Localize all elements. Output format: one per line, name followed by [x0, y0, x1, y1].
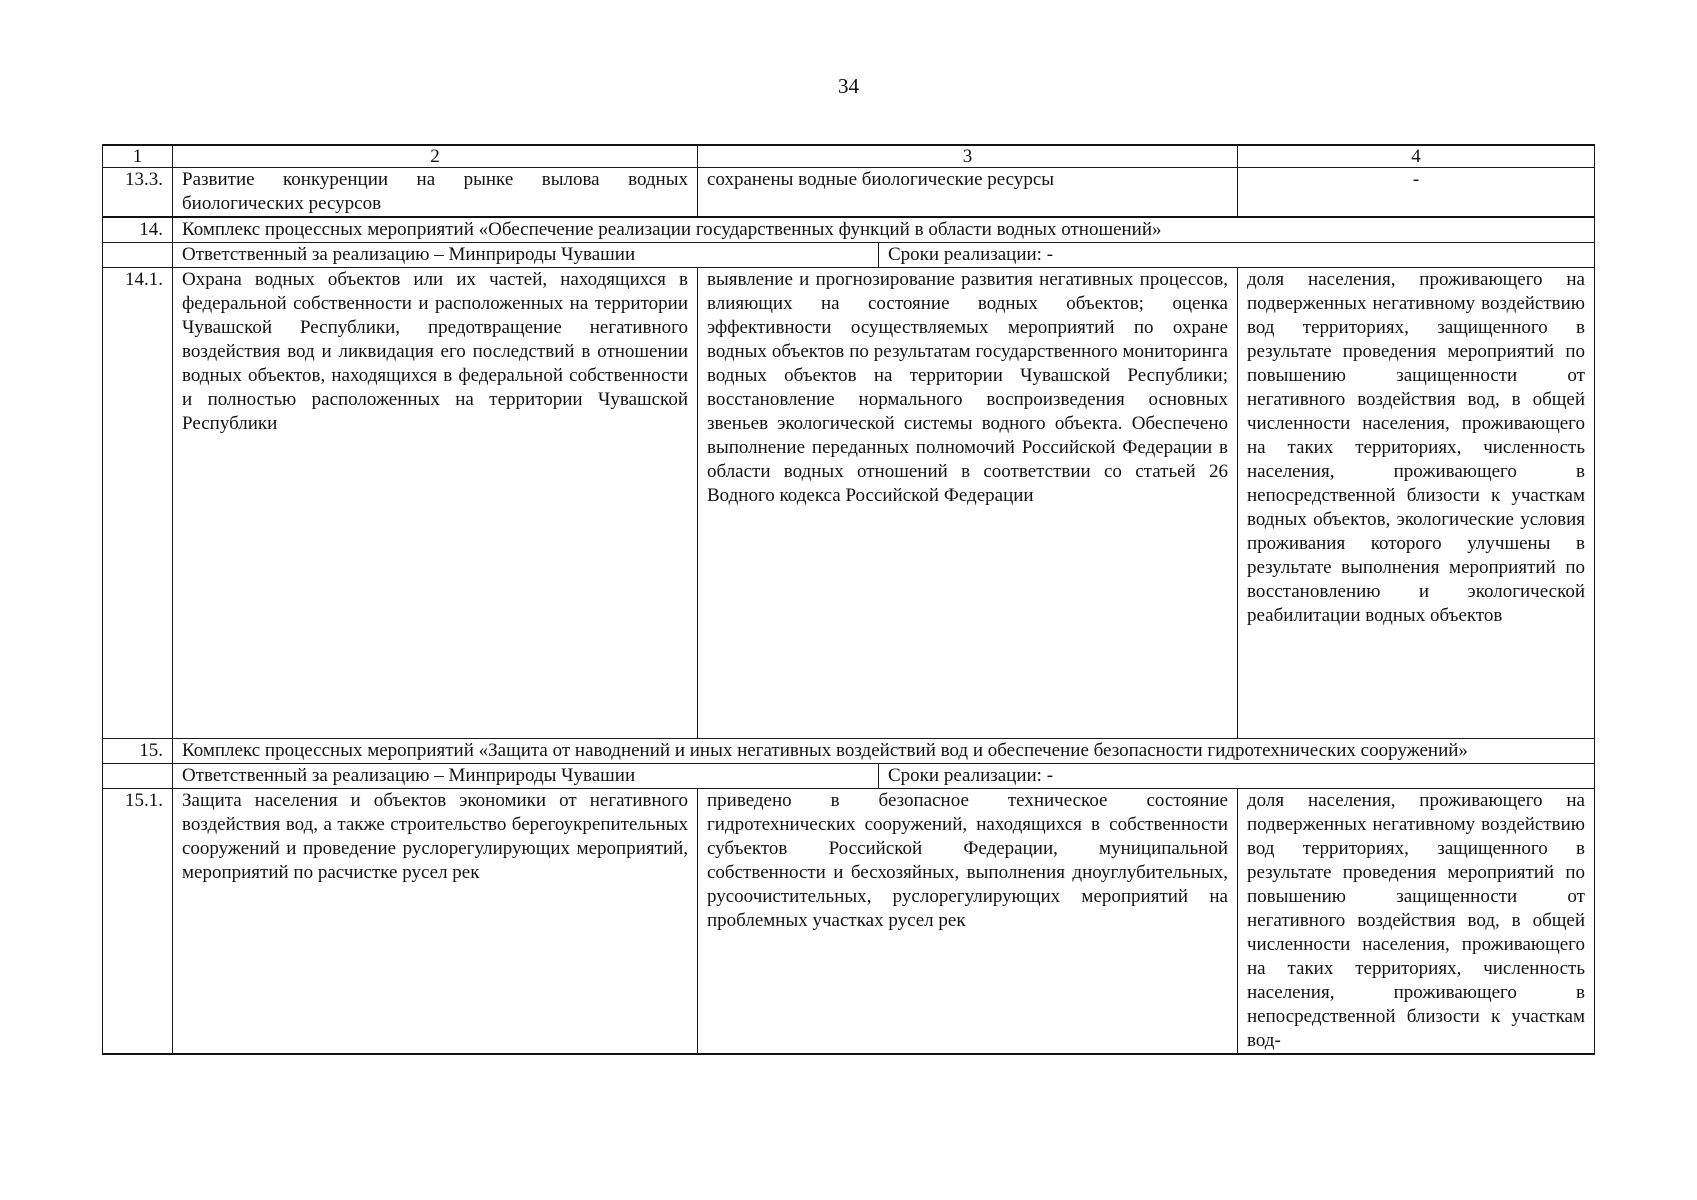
header-col-1: 1 [103, 145, 173, 168]
empty-cell [103, 764, 173, 789]
measure-indicator: - [1238, 168, 1595, 218]
section-title-row [103, 217, 1595, 243]
measures-table [102, 144, 1595, 1055]
responsible-row [103, 243, 1595, 268]
header-col-4: 4 [1238, 145, 1595, 168]
measure-indicator: доля населения, проживающего на подверженных негативному воздействию вод территориях, защищенного в результате проведения мероприятий по повышению защищенности от негативного воздействия вод, в общей численности населения, проживающего на таких территориях, численность населения, проживающего в непосредственной близости к участкам водных объектов, экологические условия проживания которого улучшены в результате выполнения мероприятий по восстановлению и экологической реабилитации водных объектов [1238, 268, 1595, 739]
empty-cell [103, 243, 173, 268]
section-title-row [103, 739, 1595, 764]
row-number: 15. [103, 739, 173, 764]
table-header-row [103, 145, 1595, 168]
row-number: 15.1. [103, 789, 173, 1055]
measure-name: Развитие конкуренции на рынке вылова водных биологических ресурсов [173, 168, 698, 218]
responsible-row [103, 764, 1595, 789]
row-number: 14.1. [103, 268, 173, 739]
header-col-2: 2 [173, 145, 698, 168]
header-col-3: 3 [698, 145, 1238, 168]
measure-result: сохранены водные биологические ресурсы [698, 168, 1238, 218]
section-title: Комплекс процессных мероприятий «Обеспечение реализации государственных функций в области водных отношений» [173, 217, 1595, 243]
measure-indicator: доля населения, проживающего на подверженных негативному воздействию вод территориях, защищенного в результате проведения мероприятий по повышению защищенности от негативного воздействия вод, в общей численности населения, проживающего на таких территориях, численность населения, проживающего в непосредственной близости к участкам вод- [1238, 789, 1595, 1055]
row-number: 13.3. [103, 168, 173, 218]
measure-name: Охрана водных объектов или их частей, находящихся в федеральной собственности и расположенных на территории Чувашской Республики, предотвращение негативного воздействия вод и ликвидация его последствий в отношении водных объектов, находящихся в федеральной собственности и полностью расположенных на территории Чувашской Республики [173, 268, 698, 739]
terms-text: Сроки реализации: - [888, 765, 1054, 786]
responsible-cell [173, 764, 1595, 789]
row-number: 14. [103, 217, 173, 243]
responsible-cell [173, 243, 1595, 268]
measure-name: Защита населения и объектов экономики от негативного воздействия вод, а также строительство берегоукрепительных сооружений и проведение руслорегулирующих мероприятий, мероприятий по расчистке русел рек [173, 789, 698, 1055]
table-row [103, 268, 1595, 739]
measure-result: выявление и прогнозирование развития негативных процессов, влияющих на состояние водных объектов; оценка эффективности осуществляемых мероприятий по охране водных объектов по результатам государственного мониторинга водных объектов на территории Чувашской Республики; восстановление нормального воспроизведения основных звеньев экологической системы водного объекта. Обеспечено выполнение переданных полномочий Российской Федерации в области водных отношений в соответствии со статьей 26 Водного кодекса Российской Федерации [698, 268, 1238, 739]
section-title: Комплекс процессных мероприятий «Защита от наводнений и иных негативных воздействий вод и обеспечение безопасности гидротехнических сооружений» [173, 739, 1595, 764]
page-number: 34 [838, 74, 859, 98]
responsible-text: Ответственный за реализацию – Минприроды Чувашии [173, 764, 879, 788]
table-row [103, 789, 1595, 1055]
terms-text: Сроки реализации: - [888, 244, 1054, 265]
table-row [103, 168, 1595, 218]
responsible-text: Ответственный за реализацию – Минприроды Чувашии [173, 243, 879, 267]
measure-result: приведено в безопасное техническое состояние гидротехнических сооружений, находящихся в собственности субъектов Российской Федерации, муниципальной собственности и бесхозяйных, выполнения дноуглубительных, русоочистительных, руслорегулирующих мероприятий на проблемных участках русел рек [698, 789, 1238, 1055]
